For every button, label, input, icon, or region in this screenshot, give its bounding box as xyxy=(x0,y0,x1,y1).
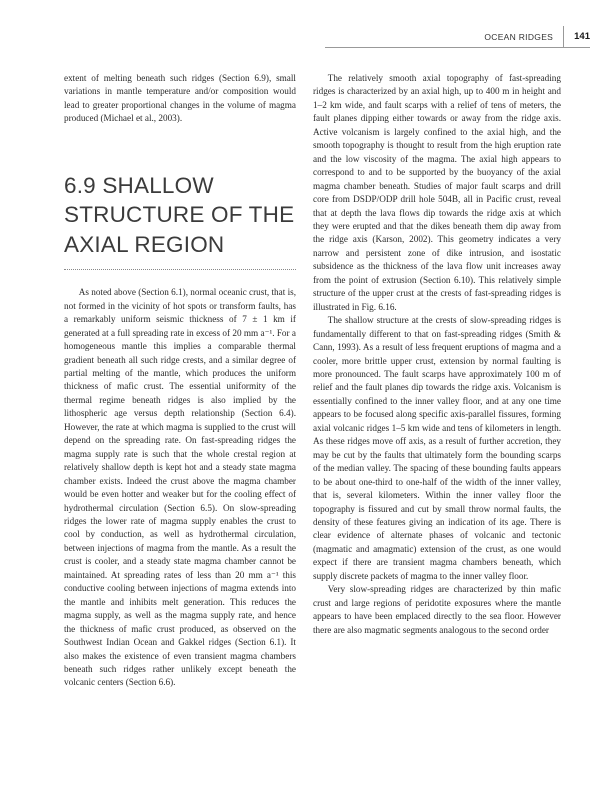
running-header-title: OCEAN RIDGES xyxy=(484,31,554,42)
paragraph: The relatively smooth axial topography of fast-spreading ridges is characterized by an axial high, up to 400 m in height and 1–2 km wide, and fault scarps with a relief of tens of meters, the fault planes dipping either towards or away from the ridge axis. Active volcanism is largely confined to the axial high, and the smooth topography is thought to result from the high eruption rate and the low viscosity of the magma. The axial high appears to correspond to and to be supported by the buoyancy of the axial magma chamber beneath. Studies of major fault scarps and drill core from DSDP/ODP drill hole 504B, all in Pacific crust, reveal that at depth the lava flows dip towards the ridge axis at which they were erupted and that the dikes beneath them dip away from the ridge axis (Karson, 2002). This geometry indicates a very narrow and persistent zone of dike intrusion, and isostatic subsidence as the thickness of the lava flow unit increases away from the point of extrusion (Section 6.10). This relatively simple structure of the upper crust at the crests of fast-spreading ridges is illustrated in Fig. 6.16. xyxy=(313,73,561,312)
right-column xyxy=(313,72,561,637)
paragraph: As noted above (Section 6.1), normal oceanic crust, that is, not formed in the vicinity of hot spots or transform faults, has a remarkably uniform seismic thickness of 7 ± 1 km if generated at a full spreading rate in excess of 20 mm a⁻¹. For a homogeneous mantle this implies a comparable thermal gradient beneath all such ridge crests, and a similar degree of partial melting of the mantle, which produces the uniform thickness of mafic crust. The essential uniformity of the thermal regime beneath ridges is also implied by the lithospheric age versus depth relationship (Section 6.4). However, the rate at which magma is supplied to the crust will depend on the spreading rate. On fast-spreading ridges the magma supply rate is such that the whole crestal region at relatively shallow depth is kept hot and a steady state magma chamber exists. Indeed the crust above the magma chamber would be even hotter and weaker but for the cooling effect of hydrothermal circulation (Section 6.5). On slow-spreading ridges the lower rate of magma supply enables the crust to cool by conduction, as well as hydrothermal circulation, between injections of magma from the mantle. As a result the crust is cooler, and a steady state magma chamber cannot be maintained. At spreading rates of less than 20 mm a⁻¹ this conductive cooling between injections of magma extends into the mantle and inhibits melt generation. This reduces the magma supply, as well as the magma supply rate, and hence the thickness of mafic crust produced, as observed on the Southwest Indian Ocean and Gakkel ridges (Section 6.1). It also makes the existence of even transient magma chambers beneath such ridges rather unlikely except beneath the volcanic centers (Section 6.6). xyxy=(64,287,296,688)
left-column xyxy=(64,72,296,690)
running-header xyxy=(325,26,590,48)
section-heading: 6.9 SHALLOW STRUCTURE OF THE AXIAL REGION xyxy=(64,171,296,271)
paragraph: The shallow structure at the crests of slow-spreading ridges is fundamentally different to that on fast-spreading ridges (Smith & Cann, 1993). As a result of less frequent eruptions of magma and a cooler, more brittle upper crust, extension by normal faulting is more pronounced. The fault scarps have approximately 100 m of relief and the fault planes dip towards the ridge axis. Volcanism is essentially confined to the inner valley floor, and at any one time appears to be focused along specific axis-parallel fissures, forming axial volcanic ridges 1–5 km wide and tens of kilometers in length. As these ridges move off axis, as a result of further accretion, they may be cut by the faults that ultimately form the bounding scarps of the median valley. The spacing of these bounding faults appears to be about one-third to one-half of the width of the inner valley, that is, several kilometers. Within the inner valley floor the topography is fissured and cut by small throw normal faults, the density of these features giving an indication of its age. There is clear evidence of alternate phases of volcanic and tectonic (magmatic and amagmatic) extension of the crust, as one would expect if there are transient magma chambers beneath, which supply discrete packets of magma to the inner valley floor. xyxy=(313,315,561,581)
paragraph: Very slow-spreading ridges are characterized by thin mafic crust and large regions of peridotite exposures where the mantle appears to have been emplaced directly to the sea floor. However there are also magmatic segments analogous to the second order xyxy=(313,584,561,635)
paragraph-continued: extent of melting beneath such ridges (Section 6.9), small variations in mantle temperature and/or composition would lead to greater proportional changes in the volume of magma produced (Michael et al., 2003). xyxy=(64,73,296,124)
page-number: 141 xyxy=(563,26,590,47)
